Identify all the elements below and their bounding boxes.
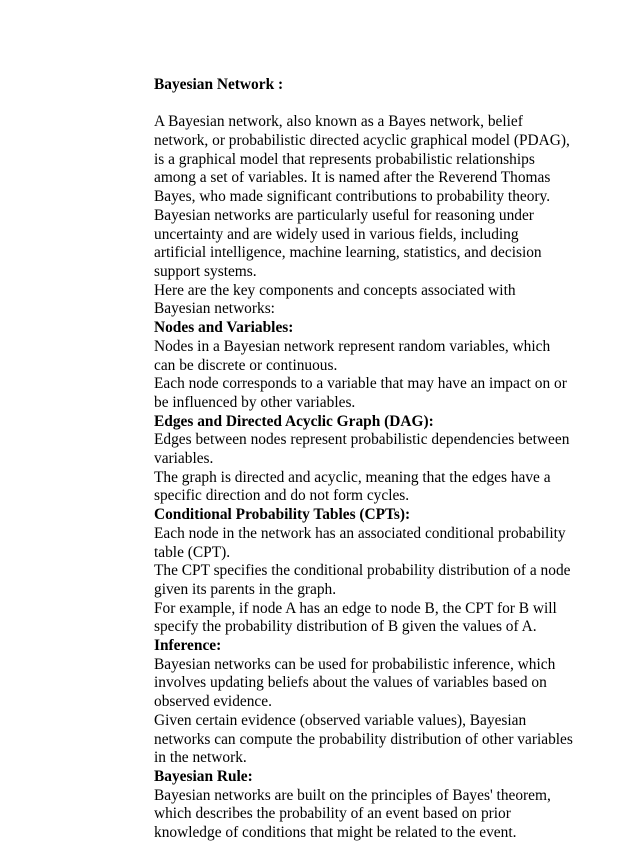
section-paragraph: Given certain evidence (observed variable values), Bayesian networks can compute the probability distribution of other variables in the network.: [154, 711, 573, 767]
section-heading-edges: Edges and Directed Acyclic Graph (DAG):: [154, 412, 434, 430]
section-heading-nodes: Nodes and Variables:: [154, 319, 294, 337]
section-paragraph: For example, if node A has an edge to node B, the CPT for B will specify the probability distribution of B given the values of A.: [154, 599, 557, 636]
section-paragraph: Each node in the network has an associated conditional probability table (CPT).: [154, 524, 566, 561]
section-heading-inference: Inference:: [154, 637, 222, 655]
section-paragraph: Nodes in a Bayesian network represent random variables, which can be discrete or continuous.: [154, 337, 551, 374]
intro-paragraph: A Bayesian network, also known as a Bayes network, belief network, or probabilistic directed acyclic graphical model (PDAG), is a graphical model that represents probabilistic relationships among a set of variables. It is named after the Reverend Thomas Bayes, who made significant contributions to probability theory. Bayesian networks are particularly useful for reasoning under uncertainty and are widely used in various fields, including artificial intelligence, machine learning, statistics, and decision support systems.: [154, 113, 570, 280]
lead-in-paragraph: Here are the key components and concepts associated with Bayesian networks:: [154, 281, 516, 318]
section-heading-cpts: Conditional Probability Tables (CPTs):: [154, 506, 411, 524]
document-body: [154, 76, 574, 843]
section-paragraph: Bayesian networks are built on the principles of Bayes' theorem, which describes the probability of an event based on prior knowledge of conditions that might be related to the event.: [154, 786, 551, 842]
section-paragraph: The CPT specifies the conditional probability distribution of a node given its parents in the graph.: [154, 562, 571, 598]
document-title: Bayesian Network :: [154, 76, 284, 93]
blank-line: [154, 95, 574, 114]
section-paragraph: Each node corresponds to a variable that may have an impact on or be influenced by other variables.: [154, 375, 567, 411]
section-paragraph: Edges between nodes represent probabilistic dependencies between variables.: [154, 431, 570, 468]
section-heading-bayesian-rule: Bayesian Rule:: [154, 767, 253, 785]
section-paragraph: Bayesian networks can be used for probabilistic inference, which involves updating beliefs about the values of variables based on observed evidence.: [154, 655, 556, 711]
section-paragraph: The graph is directed and acyclic, meaning that the edges have a specific direction and do not form cycles.: [154, 468, 551, 505]
